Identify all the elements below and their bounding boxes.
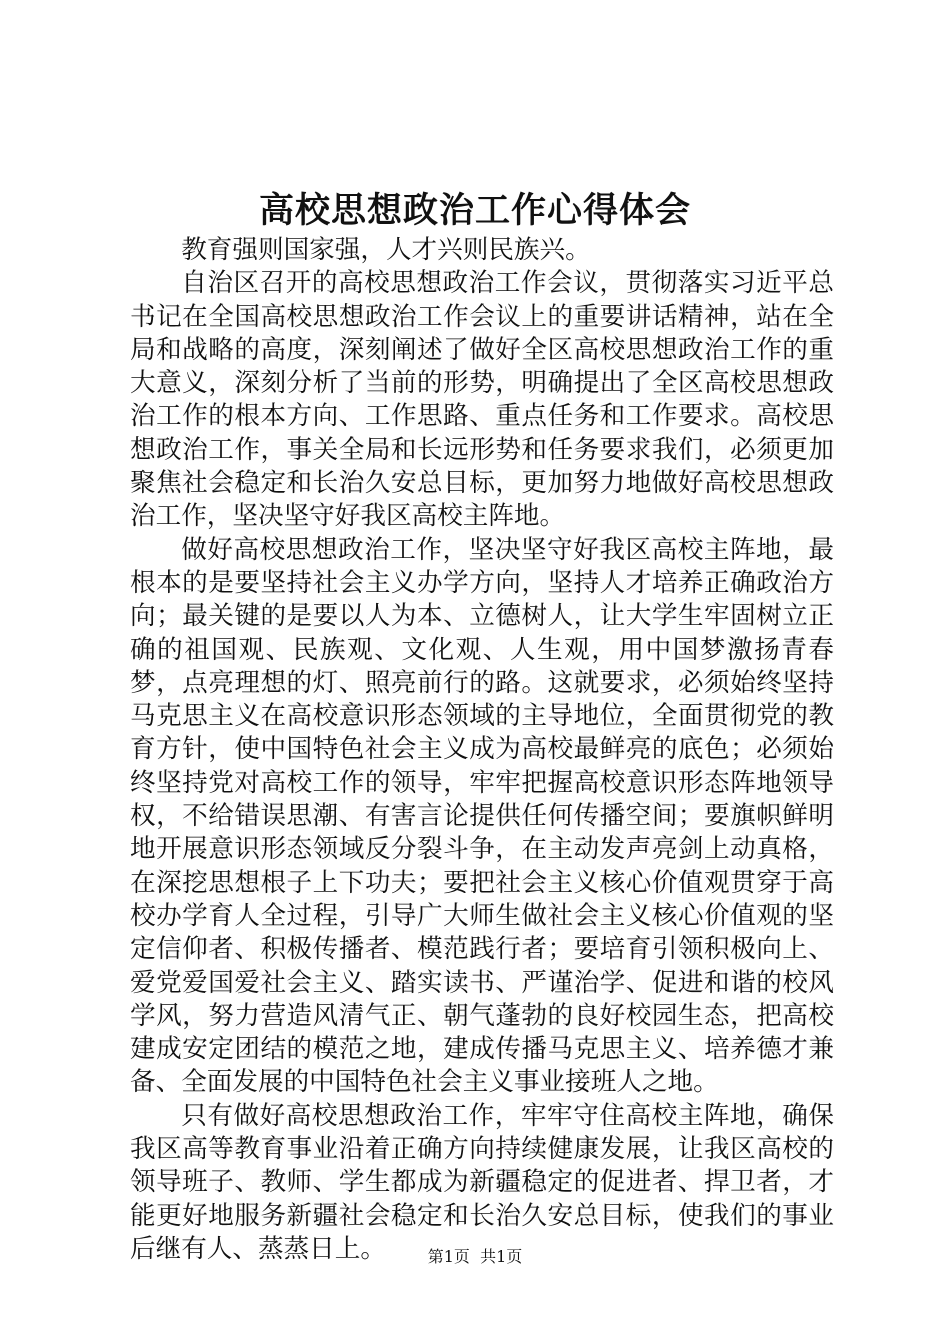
page-number-footer: 第1页 共1页 bbox=[427, 1247, 523, 1266]
paragraph-4: 只有做好高校思想政治工作，牢牢守住高校主阵地，确保我区高等教育事业沿着正确方向持续健康发展，让我区高校的领导班子、教师、学生都成为新疆稳定的促进者、捍卫者，才能更好地服务新疆社会稳定和长治久安总目标，使我们的事业后继有人、蒸蒸日上。 bbox=[130, 1100, 834, 1264]
paragraph-2: 自治区召开的高校思想政治工作会议，贯彻落实习近平总书记在全国高校思想政治工作会议上的重要讲话精神，站在全局和战略的高度，深刻阐述了做好全区高校思想政治工作的重大意义，深刻分析了当前的形势，明确提出了全区高校思想政治工作的根本方向、工作思路、重点任务和工作要求。高校思想政治工作，事关全局和长远形势和任务要求我们，必须更加聚焦社会稳定和长治久安总目标，更加努力地做好高校思想政治工作，坚决坚守好我区高校主阵地。 bbox=[130, 268, 834, 532]
document-body bbox=[130, 234, 834, 1266]
paragraph-3: 做好高校思想政治工作，坚决坚守好我区高校主阵地，最根本的是要坚持社会主义办学方向，坚持人才培养正确政治方向；最关键的是要以人为本、立德树人，让大学生牢固树立正确的祖国观、民族观、文化观、人生观，用中国梦激扬青春梦，点亮理想的灯、照亮前行的路。这就要求，必须始终坚持马克思主义在高校意识形态领域的主导地位，全面贯彻党的教育方针，使中国特色社会主义成为高校最鲜亮的底色；必须始终坚持党对高校工作的领导，牢牢把握高校意识形态阵地领导权，不给错误思潮、有害言论提供任何传播空间；要旗帜鲜明地开展意识形态领域反分裂斗争，在主动发声亮剑上动真格，在深挖思想根子上下功夫；要把社会主义核心价值观贯穿于高校办学育人全过程，引导广大师生做社会主义核心价值观的坚定信仰者、积极传播者、模范践行者；要培育引领积极向上、爱党爱国爱社会主义、踏实读书、严谨治学、促进和谐的校风学风，努力营造风清气正、朝气蓬勃的良好校园生态，把高校建成安定团结的模范之地，建成传播马克思主义、培养德才兼备、全面发展的中国特色社会主义事业接班人之地。 bbox=[130, 534, 834, 1098]
document-title: 高校思想政治工作心得体会 bbox=[258, 190, 691, 231]
paragraph-1: 教育强则国家强，人才兴则民族兴。 bbox=[181, 235, 591, 265]
